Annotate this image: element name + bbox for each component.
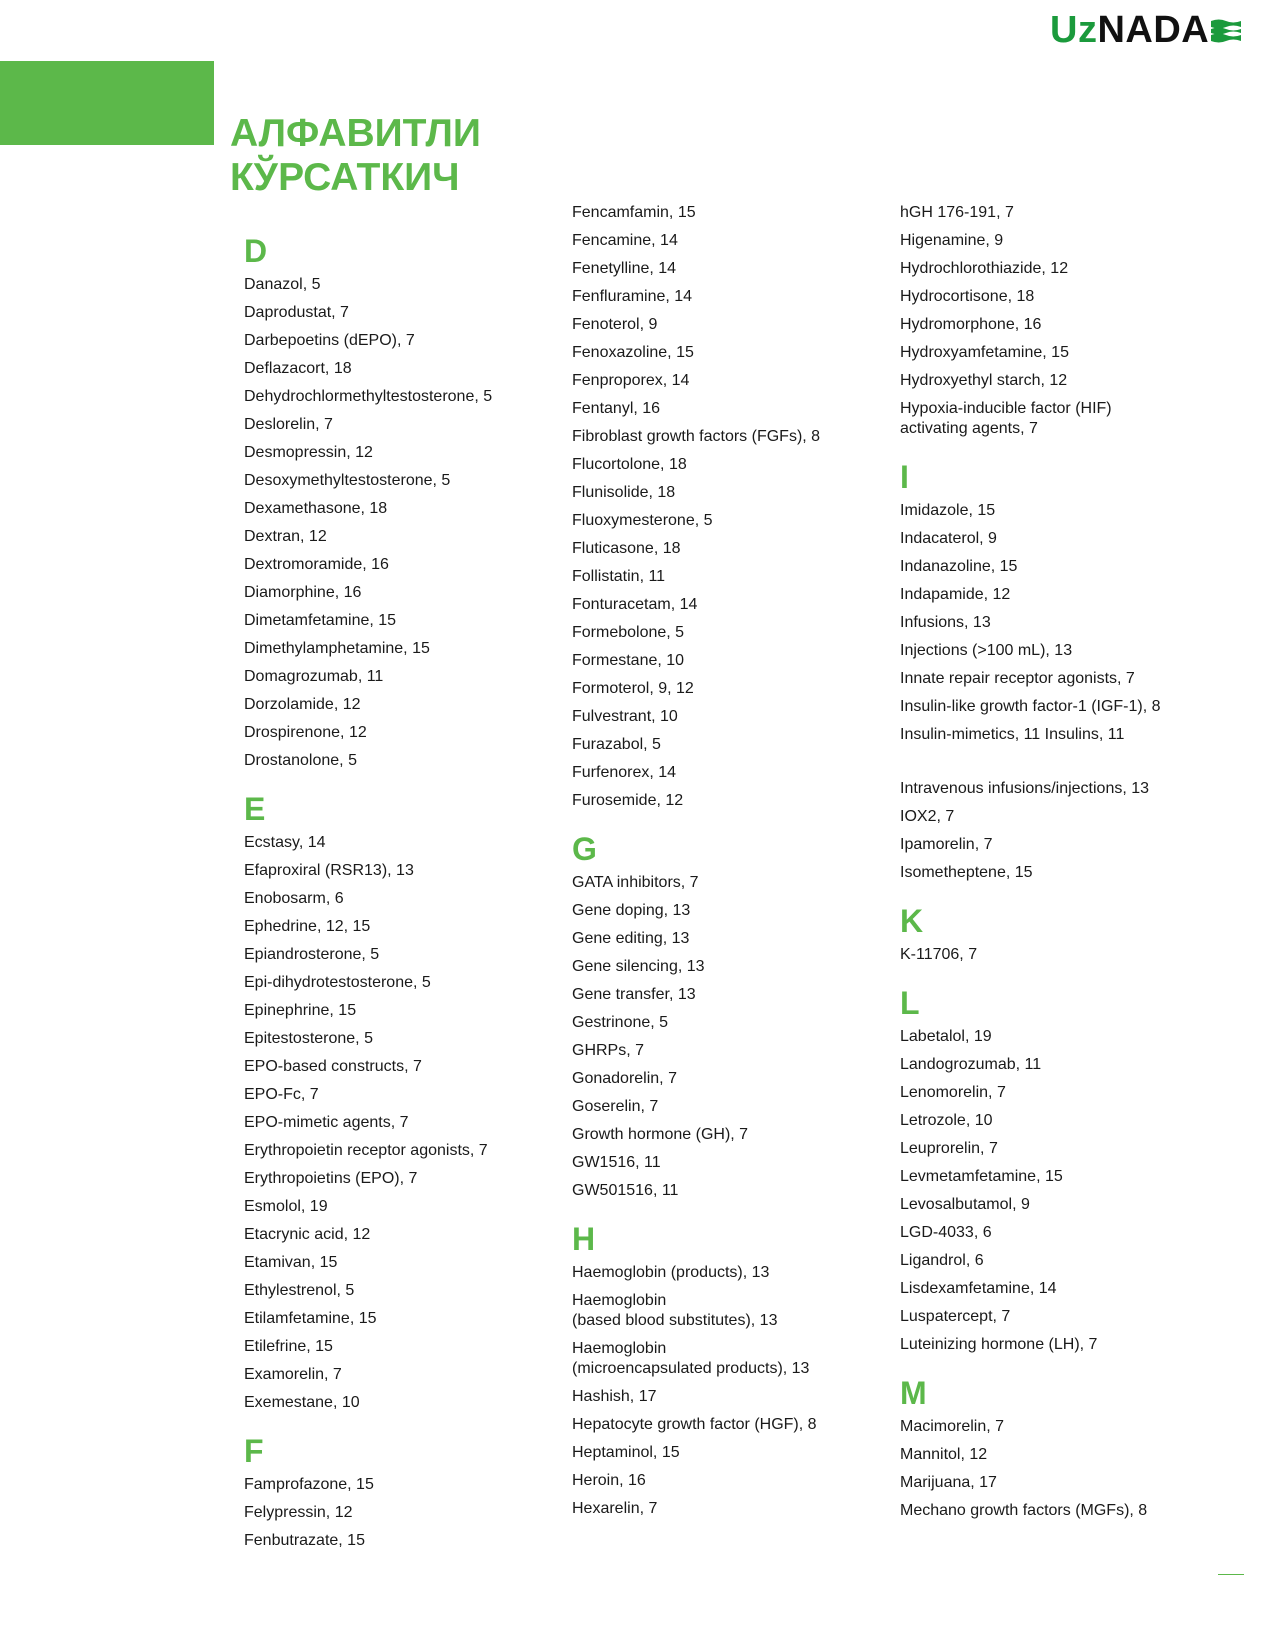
index-entry: Mechano growth factors (MGFs), 8 <box>900 1502 1148 1519</box>
index-entry: Furfenorex, 14 <box>572 764 677 781</box>
index-entry: Heroin, 16 <box>572 1472 646 1489</box>
index-entry-line: (based blood substitutes), 13 <box>572 1312 778 1329</box>
page-title <box>230 112 481 200</box>
index-section <box>900 199 1200 443</box>
section-letter: D <box>244 233 268 269</box>
index-entry: Enobosarm, 6 <box>244 890 344 907</box>
index-entry: Levosalbutamol, 9 <box>900 1196 1030 1213</box>
index-entry: Erythropoietins (EPO), 7 <box>244 1170 418 1187</box>
index-entry: Deslorelin, 7 <box>244 416 333 433</box>
index-entry: Fonturacetam, 14 <box>572 596 698 613</box>
index-entry: Hashish, 17 <box>572 1388 657 1405</box>
index-entry: Marijuana, 17 <box>900 1474 997 1491</box>
index-entry: Epi-dihydrotestosterone, 5 <box>244 974 431 991</box>
index-entry: Desoxymethyltestosterone, 5 <box>244 472 451 489</box>
index-entry: Furazabol, 5 <box>572 736 661 753</box>
index-entry: Fenbutrazate, 15 <box>244 1532 365 1549</box>
index-entry: Hexarelin, 7 <box>572 1500 658 1517</box>
index-entry: Ipamorelin, 7 <box>900 836 993 853</box>
section-letter: M <box>900 1375 927 1411</box>
index-entry: Injections (>100 mL), 13 <box>900 642 1073 659</box>
index-section <box>900 983 1200 1359</box>
index-entry: EPO-Fc, 7 <box>244 1086 319 1103</box>
index-entry-line: (microencapsulated products), 13 <box>572 1360 810 1377</box>
logo-text-uz: Uz <box>1050 9 1098 51</box>
index-entry: Gonadorelin, 7 <box>572 1070 677 1087</box>
index-entry: Follistatin, 11 <box>572 568 666 585</box>
index-entry: Indanazoline, 15 <box>900 558 1018 575</box>
index-entry: EPO-mimetic agents, 7 <box>244 1114 409 1131</box>
index-entry: LGD-4033, 6 <box>900 1224 992 1241</box>
index-entry: Fenproporex, 14 <box>572 372 690 389</box>
section-letter: L <box>900 985 920 1021</box>
index-entry: Levmetamfetamine, 15 <box>900 1168 1063 1185</box>
index-entry <box>572 1335 872 1383</box>
index-entry: Etilamfetamine, 15 <box>244 1310 377 1327</box>
index-entry: Hydroxyethyl starch, 12 <box>900 372 1068 389</box>
page-title-line-1: АЛФАВИТЛИ <box>230 112 481 155</box>
index-entry-line: Haemoglobin <box>572 1340 667 1357</box>
index-section <box>572 199 872 815</box>
index-entry: Leuprorelin, 7 <box>900 1140 998 1157</box>
logo-text <box>1050 10 1209 50</box>
index-entry: Gene doping, 13 <box>572 902 691 919</box>
index-entry: Growth hormone (GH), 7 <box>572 1126 749 1143</box>
index-entry: Lenomorelin, 7 <box>900 1084 1006 1101</box>
index-entry: Fulvestrant, 10 <box>572 708 678 725</box>
index-entry: Macimorelin, 7 <box>900 1418 1005 1435</box>
index-entry: Labetalol, 19 <box>900 1028 992 1045</box>
index-entry: Insulin-like growth factor-1 (IGF-1), 8 <box>900 698 1161 715</box>
index-entry: Ligandrol, 6 <box>900 1252 984 1269</box>
index-entry: Goserelin, 7 <box>572 1098 659 1115</box>
index-entry: Formoterol, 9, 12 <box>572 680 694 697</box>
page-title-line-2: КЎРСАТКИЧ <box>230 156 460 199</box>
index-entry: Ecstasy, 14 <box>244 834 326 851</box>
index-entry: Drospirenone, 12 <box>244 724 367 741</box>
index-entry: Hydrochlorothiazide, 12 <box>900 260 1069 277</box>
index-entry: GHRPs, 7 <box>572 1042 645 1059</box>
index-entry: Dextromoramide, 16 <box>244 556 389 573</box>
index-section <box>244 789 544 1417</box>
index-entry: Gene silencing, 13 <box>572 958 705 975</box>
index-entry: Danazol, 5 <box>244 276 321 293</box>
index-section <box>244 231 544 775</box>
index-entry: Famprofazone, 15 <box>244 1476 374 1493</box>
index-entry: Indapamide, 12 <box>900 586 1011 603</box>
index-entry: Fenoterol, 9 <box>572 316 658 333</box>
index-section <box>900 901 1200 969</box>
index-entry: Indacaterol, 9 <box>900 530 997 547</box>
index-entry: GW1516, 11 <box>572 1154 661 1171</box>
index-entry: Fencamine, 14 <box>572 232 678 249</box>
index-section <box>900 457 1200 887</box>
section-letter: E <box>244 791 266 827</box>
index-entry <box>572 1287 872 1335</box>
index-entry: Formebolone, 5 <box>572 624 685 641</box>
index-entry: Fluticasone, 18 <box>572 540 681 557</box>
index-entry: Exemestane, 10 <box>244 1394 360 1411</box>
index-entry: Hydromorphone, 16 <box>900 316 1042 333</box>
index-entry: Darbepoetins (dEPO), 7 <box>244 332 415 349</box>
index-entry: Formestane, 10 <box>572 652 685 669</box>
index-entry: Flucortolone, 18 <box>572 456 687 473</box>
index-entry: Etamivan, 15 <box>244 1254 338 1271</box>
index-entry: Lisdexamfetamine, 14 <box>900 1280 1057 1297</box>
index-entry: IOX2, 7 <box>900 808 955 825</box>
index-entry-line: activating agents, 7 <box>900 420 1038 437</box>
index-entry: Diamorphine, 16 <box>244 584 362 601</box>
section-letter: G <box>572 831 597 867</box>
index-entry-line: Hypoxia-inducible factor (HIF) <box>900 400 1112 417</box>
index-entry: Daprodustat, 7 <box>244 304 349 321</box>
index-entry: Intravenous infusions/injections, 13 <box>900 780 1150 797</box>
uznada-logo <box>1050 10 1241 50</box>
index-entry: Haemoglobin (products), 13 <box>572 1264 770 1281</box>
index-section <box>572 829 872 1205</box>
index-entry: Mannitol, 12 <box>900 1446 988 1463</box>
index-entry: Higenamine, 9 <box>900 232 1004 249</box>
index-entry: Infusions, 13 <box>900 614 991 631</box>
index-column-1 <box>244 231 544 1555</box>
index-entry: Ethylestrenol, 5 <box>244 1282 355 1299</box>
index-entry: Dimetamfetamine, 15 <box>244 612 397 629</box>
index-column-2 <box>572 199 872 1523</box>
index-section <box>244 1431 544 1555</box>
index-entry: Drostanolone, 5 <box>244 752 357 769</box>
index-entry: EPO-based constructs, 7 <box>244 1058 422 1075</box>
index-entry-line: Haemoglobin <box>572 1292 667 1309</box>
index-entry: Hydroxyamfetamine, 15 <box>900 344 1069 361</box>
index-entry <box>900 395 1200 443</box>
section-letter: H <box>572 1221 596 1257</box>
index-entry: Etilefrine, 15 <box>244 1338 333 1355</box>
index-entry: Gene editing, 13 <box>572 930 690 947</box>
index-entry: Dehydrochlormethyltestosterone, 5 <box>244 388 493 405</box>
index-entry: Insulin-mimetics, 11 Insulins, 11 <box>900 726 1125 743</box>
index-entry: Dorzolamide, 12 <box>244 696 361 713</box>
index-entry: Desmopressin, 12 <box>244 444 373 461</box>
index-entry: Landogrozumab, 11 <box>900 1056 1042 1073</box>
index-section <box>572 1219 872 1523</box>
index-entry: Hepatocyte growth factor (HGF), 8 <box>572 1416 817 1433</box>
index-entry: Dextran, 12 <box>244 528 327 545</box>
index-column-3 <box>900 199 1200 1525</box>
index-entry: Luteinizing hormone (LH), 7 <box>900 1336 1098 1353</box>
index-entry: Efaproxiral (RSR13), 13 <box>244 862 414 879</box>
index-entry: Deflazacort, 18 <box>244 360 352 377</box>
index-entry: Fluoxymesterone, 5 <box>572 512 713 529</box>
index-entry: Luspatercept, 7 <box>900 1308 1011 1325</box>
index-entry: Felypressin, 12 <box>244 1504 353 1521</box>
index-entry: Heptaminol, 15 <box>572 1444 680 1461</box>
index-section <box>900 1373 1200 1525</box>
index-entry: Furosemide, 12 <box>572 792 684 809</box>
index-entry: Imidazole, 15 <box>900 502 996 519</box>
index-entry: Gene transfer, 13 <box>572 986 696 1003</box>
index-entry: Innate repair receptor agonists, 7 <box>900 670 1135 687</box>
index-entry: Fibroblast growth factors (FGFs), 8 <box>572 428 821 445</box>
index-entry: Fencamfamin, 15 <box>572 204 696 221</box>
header-accent-bar <box>0 61 214 145</box>
index-entry: Esmolol, 19 <box>244 1198 328 1215</box>
index-entry: K-11706, 7 <box>900 946 978 963</box>
index-entry: Epinephrine, 15 <box>244 1002 357 1019</box>
index-entry: Hydrocortisone, 18 <box>900 288 1035 305</box>
index-entry: Fenfluramine, 14 <box>572 288 693 305</box>
index-entry: Fentanyl, 16 <box>572 400 661 417</box>
index-entry: Letrozole, 10 <box>900 1112 993 1129</box>
logo-text-nada: NADA <box>1097 9 1210 51</box>
section-letter: F <box>244 1433 264 1469</box>
index-entry: Fenetylline, 14 <box>572 260 677 277</box>
section-letter: I <box>900 459 909 495</box>
index-entry: hGH 176-191, 7 <box>900 204 1014 221</box>
index-entry: Ephedrine, 12, 15 <box>244 918 371 935</box>
index-entry: Isometheptene, 15 <box>900 864 1033 881</box>
index-entry: GATA inhibitors, 7 <box>572 874 699 891</box>
index-entry: Epitestosterone, 5 <box>244 1030 373 1047</box>
index-entry: Domagrozumab, 11 <box>244 668 384 685</box>
index-entry: Erythropoietin receptor agonists, 7 <box>244 1142 488 1159</box>
index-entry: Dexamethasone, 18 <box>244 500 388 517</box>
index-entry: GW501516, 11 <box>572 1182 679 1199</box>
index-entry: Dimethylamphetamine, 15 <box>244 640 430 657</box>
flag-icon <box>1211 18 1241 44</box>
section-letter: K <box>900 903 924 939</box>
index-entry: Gestrinone, 5 <box>572 1014 669 1031</box>
footer-divider <box>1218 1574 1244 1575</box>
index-entry: Fenoxazoline, 15 <box>572 344 694 361</box>
index-entry: Epiandrosterone, 5 <box>244 946 380 963</box>
index-entry: Flunisolide, 18 <box>572 484 676 501</box>
index-entry: Examorelin, 7 <box>244 1366 342 1383</box>
index-entry: Etacrynic acid, 12 <box>244 1226 371 1243</box>
